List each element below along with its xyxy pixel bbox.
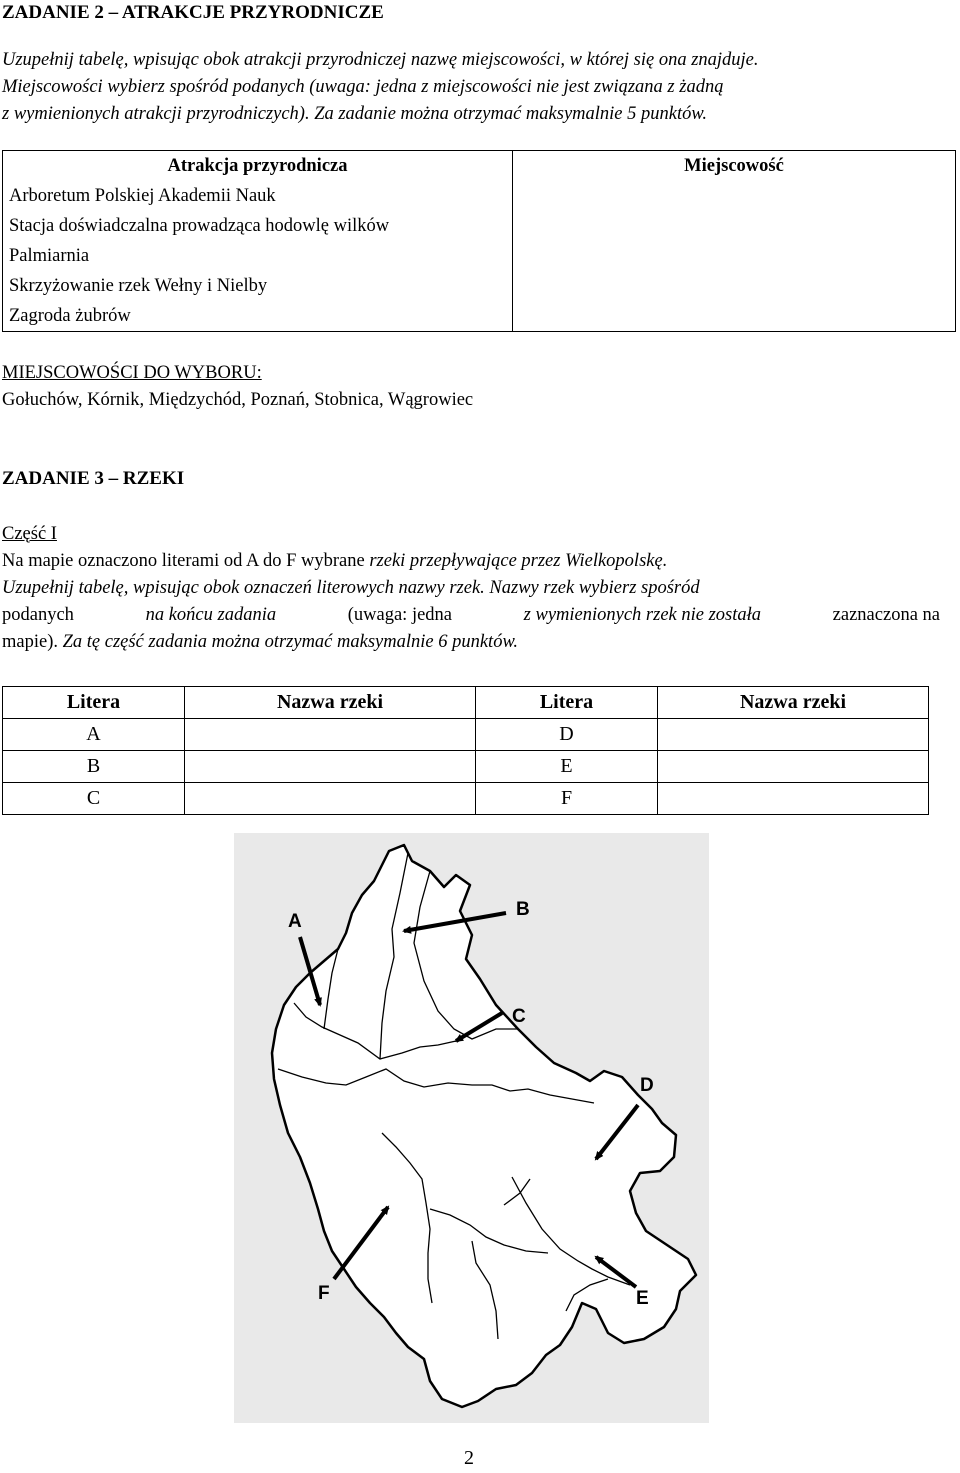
task3-line <box>2 629 940 656</box>
river-letter-cell: A <box>3 719 185 751</box>
attractions-table <box>2 150 956 332</box>
map-label-e: E <box>636 1288 649 1309</box>
map-label-f: F <box>318 1283 330 1304</box>
task2-instruction-line: z wymienionych atrakcji przyrodniczych). Za zadanie można otrzymać maksymalnie 5 punktów. <box>2 104 707 124</box>
rivers-header-name: Nazwa rzeki <box>185 687 476 719</box>
attraction-row: Skrzyżowanie rzek Wełny i Nielby <box>3 271 513 301</box>
attraction-row: Arboretum Polskiej Akademii Nauk <box>3 181 513 211</box>
choices-label: MIEJSCOWOŚCI DO WYBORU: <box>2 363 262 383</box>
text-span: Na mapie oznaczono literami od A do F wybrane <box>2 551 365 571</box>
map-label-a: A <box>288 911 302 932</box>
river-name-cell <box>658 719 929 751</box>
choices-list: Gołuchów, Kórnik, Międzychód, Poznań, Stobnica, Wągrowiec <box>2 390 474 410</box>
attraction-row: Palmiarnia <box>3 241 513 271</box>
text-span: (uwaga: jedna <box>347 605 453 625</box>
task2-title: ZADANIE 2 – ATRAKCJE PRZYRODNICZE <box>2 2 384 23</box>
rivers-header-letter: Litera <box>476 687 658 719</box>
text-span: na końcu zadania <box>145 605 277 625</box>
task3-instruction <box>2 521 940 656</box>
place-col-header: Miejscowość <box>513 151 956 332</box>
attractions-col-header: Atrakcja przyrodnicza <box>3 151 513 182</box>
rivers-table <box>2 686 929 815</box>
task3-line: Uzupełnij tabelę, wpisując obok oznaczeń literowych nazwy rzek. Nazwy rzek wybierz spośród <box>2 578 700 598</box>
text-span: mapie). <box>2 632 58 652</box>
text-span: rzeki przepływające przez Wielkopolskę. <box>369 551 668 571</box>
map-label-c: C <box>512 1006 526 1027</box>
river-name-cell <box>658 751 929 783</box>
river-letter-cell: B <box>3 751 185 783</box>
river-letter-cell: D <box>476 719 658 751</box>
map-label-b: B <box>516 899 530 920</box>
river-name-cell <box>185 719 476 751</box>
task3-line <box>2 548 940 575</box>
text-span: Za tę część zadania można otrzymać maksymalnie 6 punktów. <box>62 632 519 652</box>
task3-line <box>2 602 940 629</box>
page-number: 2 <box>464 1447 474 1469</box>
choices-block <box>2 360 940 414</box>
wielkopolska-river-map <box>234 833 709 1423</box>
map-label-d: D <box>640 1075 654 1096</box>
task2-instruction-line: Uzupełnij tabelę, wpisując obok atrakcji przyrodniczej nazwę miejscowości, w której się ona znajduje. <box>2 50 759 70</box>
attraction-row: Zagroda żubrów <box>3 301 513 332</box>
river-letter-cell: F <box>476 783 658 815</box>
task2-instruction <box>2 47 940 128</box>
river-name-cell <box>185 751 476 783</box>
attraction-row: Stacja doświadczalna prowadząca hodowlę wilków <box>3 211 513 241</box>
river-letter-cell: C <box>3 783 185 815</box>
river-letter-cell: E <box>476 751 658 783</box>
rivers-header-name: Nazwa rzeki <box>658 687 929 719</box>
rivers-header-letter: Litera <box>3 687 185 719</box>
text-span: z wymienionych rzek nie została <box>523 605 762 625</box>
task3-part-label: Część I <box>2 524 57 544</box>
task2-instruction-line: Miejscowości wybierz spośród podanych (uwaga: jedna z miejscowości nie jest związana z żadną <box>2 77 724 97</box>
river-name-cell <box>658 783 929 815</box>
text-span: zaznaczona na <box>832 605 940 625</box>
text-span: podanych <box>2 605 74 625</box>
task3-title: ZADANIE 3 – RZEKI <box>2 468 185 489</box>
river-name-cell <box>185 783 476 815</box>
